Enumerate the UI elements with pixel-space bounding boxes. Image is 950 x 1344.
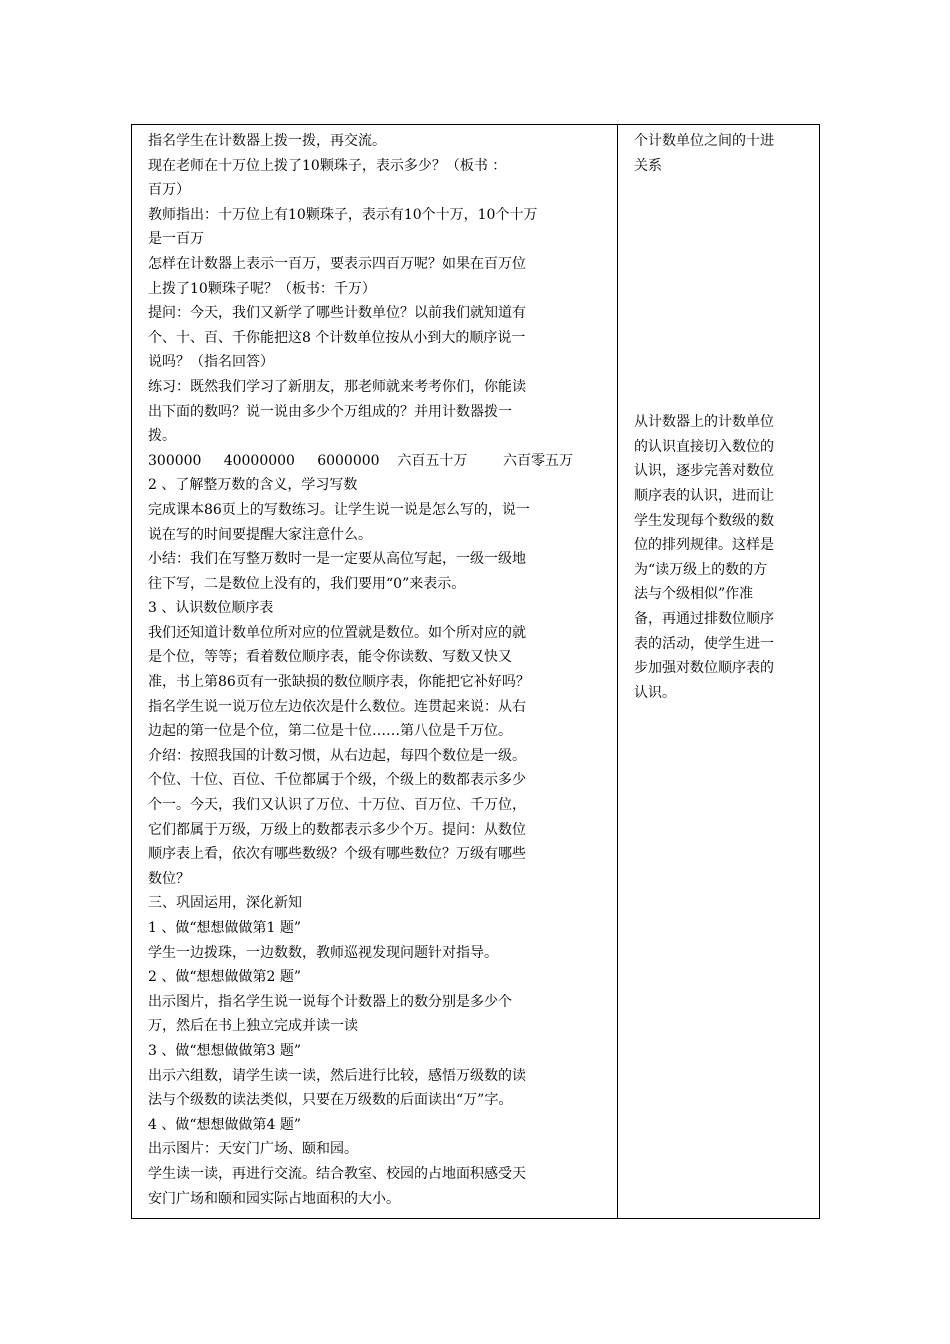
exercise-heading: 2 、做“想想做做第2 题” bbox=[148, 969, 302, 986]
section-heading: 3 、认识数位顺序表 bbox=[148, 600, 274, 617]
design-intent-cell bbox=[618, 125, 819, 1218]
text-line: 怎样在计数器上表示一百万，要表示四百万呢？如果在百万位 bbox=[148, 255, 526, 272]
side-text-line: 备，再通过排数位顺序 bbox=[634, 610, 774, 627]
side-text-line: 法与个级相似”作准 bbox=[634, 586, 754, 603]
text-line: 说在写的时间要提醒大家注意什么。 bbox=[148, 526, 372, 543]
side-text-line: 认识，逐步完善对数位 bbox=[634, 463, 774, 480]
side-text-line: 表的活动，使学生进一 bbox=[634, 635, 774, 652]
text-line: 出示六组数，请学生读一读，然后进行比较，感悟万级数的读 bbox=[148, 1067, 526, 1084]
numbers-line: 300000 40000000 6000000 六百五十万 六百零五万 bbox=[148, 452, 573, 469]
text-line: 个、十、百、千你能把这8 个计数单位按从小到大的顺序说一 bbox=[148, 329, 526, 346]
text-line: 上拨了10颗珠子呢？（板书：千万） bbox=[148, 280, 376, 297]
exercise-heading: 4 、做“想想做做第4 题” bbox=[148, 1116, 302, 1133]
side-text-line: 步加强对数位顺序表的 bbox=[634, 660, 774, 677]
text-line: 数位？ bbox=[148, 870, 190, 887]
spacer bbox=[634, 178, 811, 410]
text-line: 边起的第一位是个位，第二位是十位……第八位是千万位。 bbox=[148, 723, 512, 740]
text-line: 安门广场和颐和园实际占地面积的大小。 bbox=[148, 1190, 400, 1207]
section-heading: 2 、了解整万数的含义，学习写数 bbox=[148, 477, 358, 494]
text-line: 教师指出：十万位上有10颗珠子，表示有10个十万，10个十万 bbox=[148, 206, 538, 223]
text-line: 练习：既然我们学习了新朋友，那老师就来考考你们，你能读 bbox=[148, 378, 526, 395]
side-text-line: 顺序表的认识，进而让 bbox=[634, 487, 774, 504]
text-line: 顺序表上看，依次有哪些数级？个级有哪些数位？万级有哪些 bbox=[148, 846, 526, 863]
text-line: 学生一边拨珠，一边数数，教师巡视发现问题针对指导。 bbox=[148, 944, 498, 961]
teaching-process-cell bbox=[132, 125, 618, 1218]
side-text-line: 学生发现每个数级的数 bbox=[634, 512, 774, 529]
text-line: 出示图片，指名学生说一说每个计数器上的数分别是多少个 bbox=[148, 993, 512, 1010]
text-line: 说吗？（指名回答） bbox=[148, 354, 274, 371]
text-line: 准，书上第86页有一张缺损的数位顺序表，你能把它补好吗？ bbox=[148, 674, 530, 691]
text-line: 是个位，等等；看着数位顺序表，能令你读数、写数又快又 bbox=[148, 649, 512, 666]
section-heading: 三、巩固运用，深化新知 bbox=[148, 895, 302, 912]
text-line: 个位、十位、百位、千位都属于个级，个级上的数都表示多少 bbox=[148, 772, 526, 789]
text-line: 学生读一读，再进行交流。结合教室、校园的占地面积感受天 bbox=[148, 1165, 526, 1182]
text-line: 它们都属于万级，万级上的数都表示多少个万。提问：从数位 bbox=[148, 821, 526, 838]
text-line: 指名学生说一说万位左边依次是什么数位。连贯起来说：从右 bbox=[148, 698, 526, 715]
text-line: 百万） bbox=[148, 182, 190, 199]
side-text-line: 个计数单位之间的十进 bbox=[634, 133, 774, 149]
side-text-line: 的认识直接切入数位的 bbox=[634, 438, 774, 455]
exercise-heading: 1 、做“想想做做第1 题” bbox=[148, 920, 302, 936]
text-line: 法与个级数的读法类似，只要在万级数的后面读出“万”字。 bbox=[148, 1092, 513, 1109]
text-line: 出下面的数吗？说一说由多少个万组成的？并用计数器拨一 bbox=[148, 403, 512, 420]
text-line: 出示图片：天安门广场、颐和园。 bbox=[148, 1141, 358, 1158]
text-line: 是一百万 bbox=[148, 231, 204, 248]
exercise-heading: 3 、做“想想做做第3 题” bbox=[148, 1042, 302, 1059]
text-line: 万，然后在书上独立完成并读一读 bbox=[148, 1018, 358, 1035]
lesson-table bbox=[131, 124, 820, 1219]
text-line: 指名学生在计数器上拨一拨，再交流。 bbox=[148, 133, 386, 149]
text-line: 介绍：按照我国的计数习惯，从右边起，每四个数位是一级。 bbox=[148, 747, 526, 764]
side-text-line: 位的排列规律。这样是 bbox=[634, 537, 774, 554]
text-line: 小结：我们在写整万数时一是一定要从高位写起，一级一级地 bbox=[148, 551, 526, 568]
text-line: 我们还知道计数单位所对应的位置就是数位。如个所对应的就 bbox=[148, 624, 526, 641]
text-line: 提问：今天，我们又新学了哪些计数单位？以前我们就知道有 bbox=[148, 305, 526, 322]
text-line: 拨。 bbox=[148, 428, 176, 445]
side-text-line: 认识。 bbox=[634, 684, 676, 701]
text-line: 往下写，二是数位上没有的，我们要用“0”来表示。 bbox=[148, 575, 466, 592]
side-text-line: 为“读万级上的数的方 bbox=[634, 561, 768, 578]
text-line: 现在老师在十万位上拨了10颗珠子，表示多少？（板书 ： bbox=[148, 157, 507, 174]
side-text-line: 从计数器上的计数单位 bbox=[634, 414, 774, 431]
text-line: 个一。今天，我们又认识了万位、十万位、百万位、千万位， bbox=[148, 797, 526, 814]
side-text-line: 关系 bbox=[634, 157, 662, 174]
text-line: 完成课本86页上的写数练习。让学生说一说是怎么写的，说一 bbox=[148, 501, 530, 518]
